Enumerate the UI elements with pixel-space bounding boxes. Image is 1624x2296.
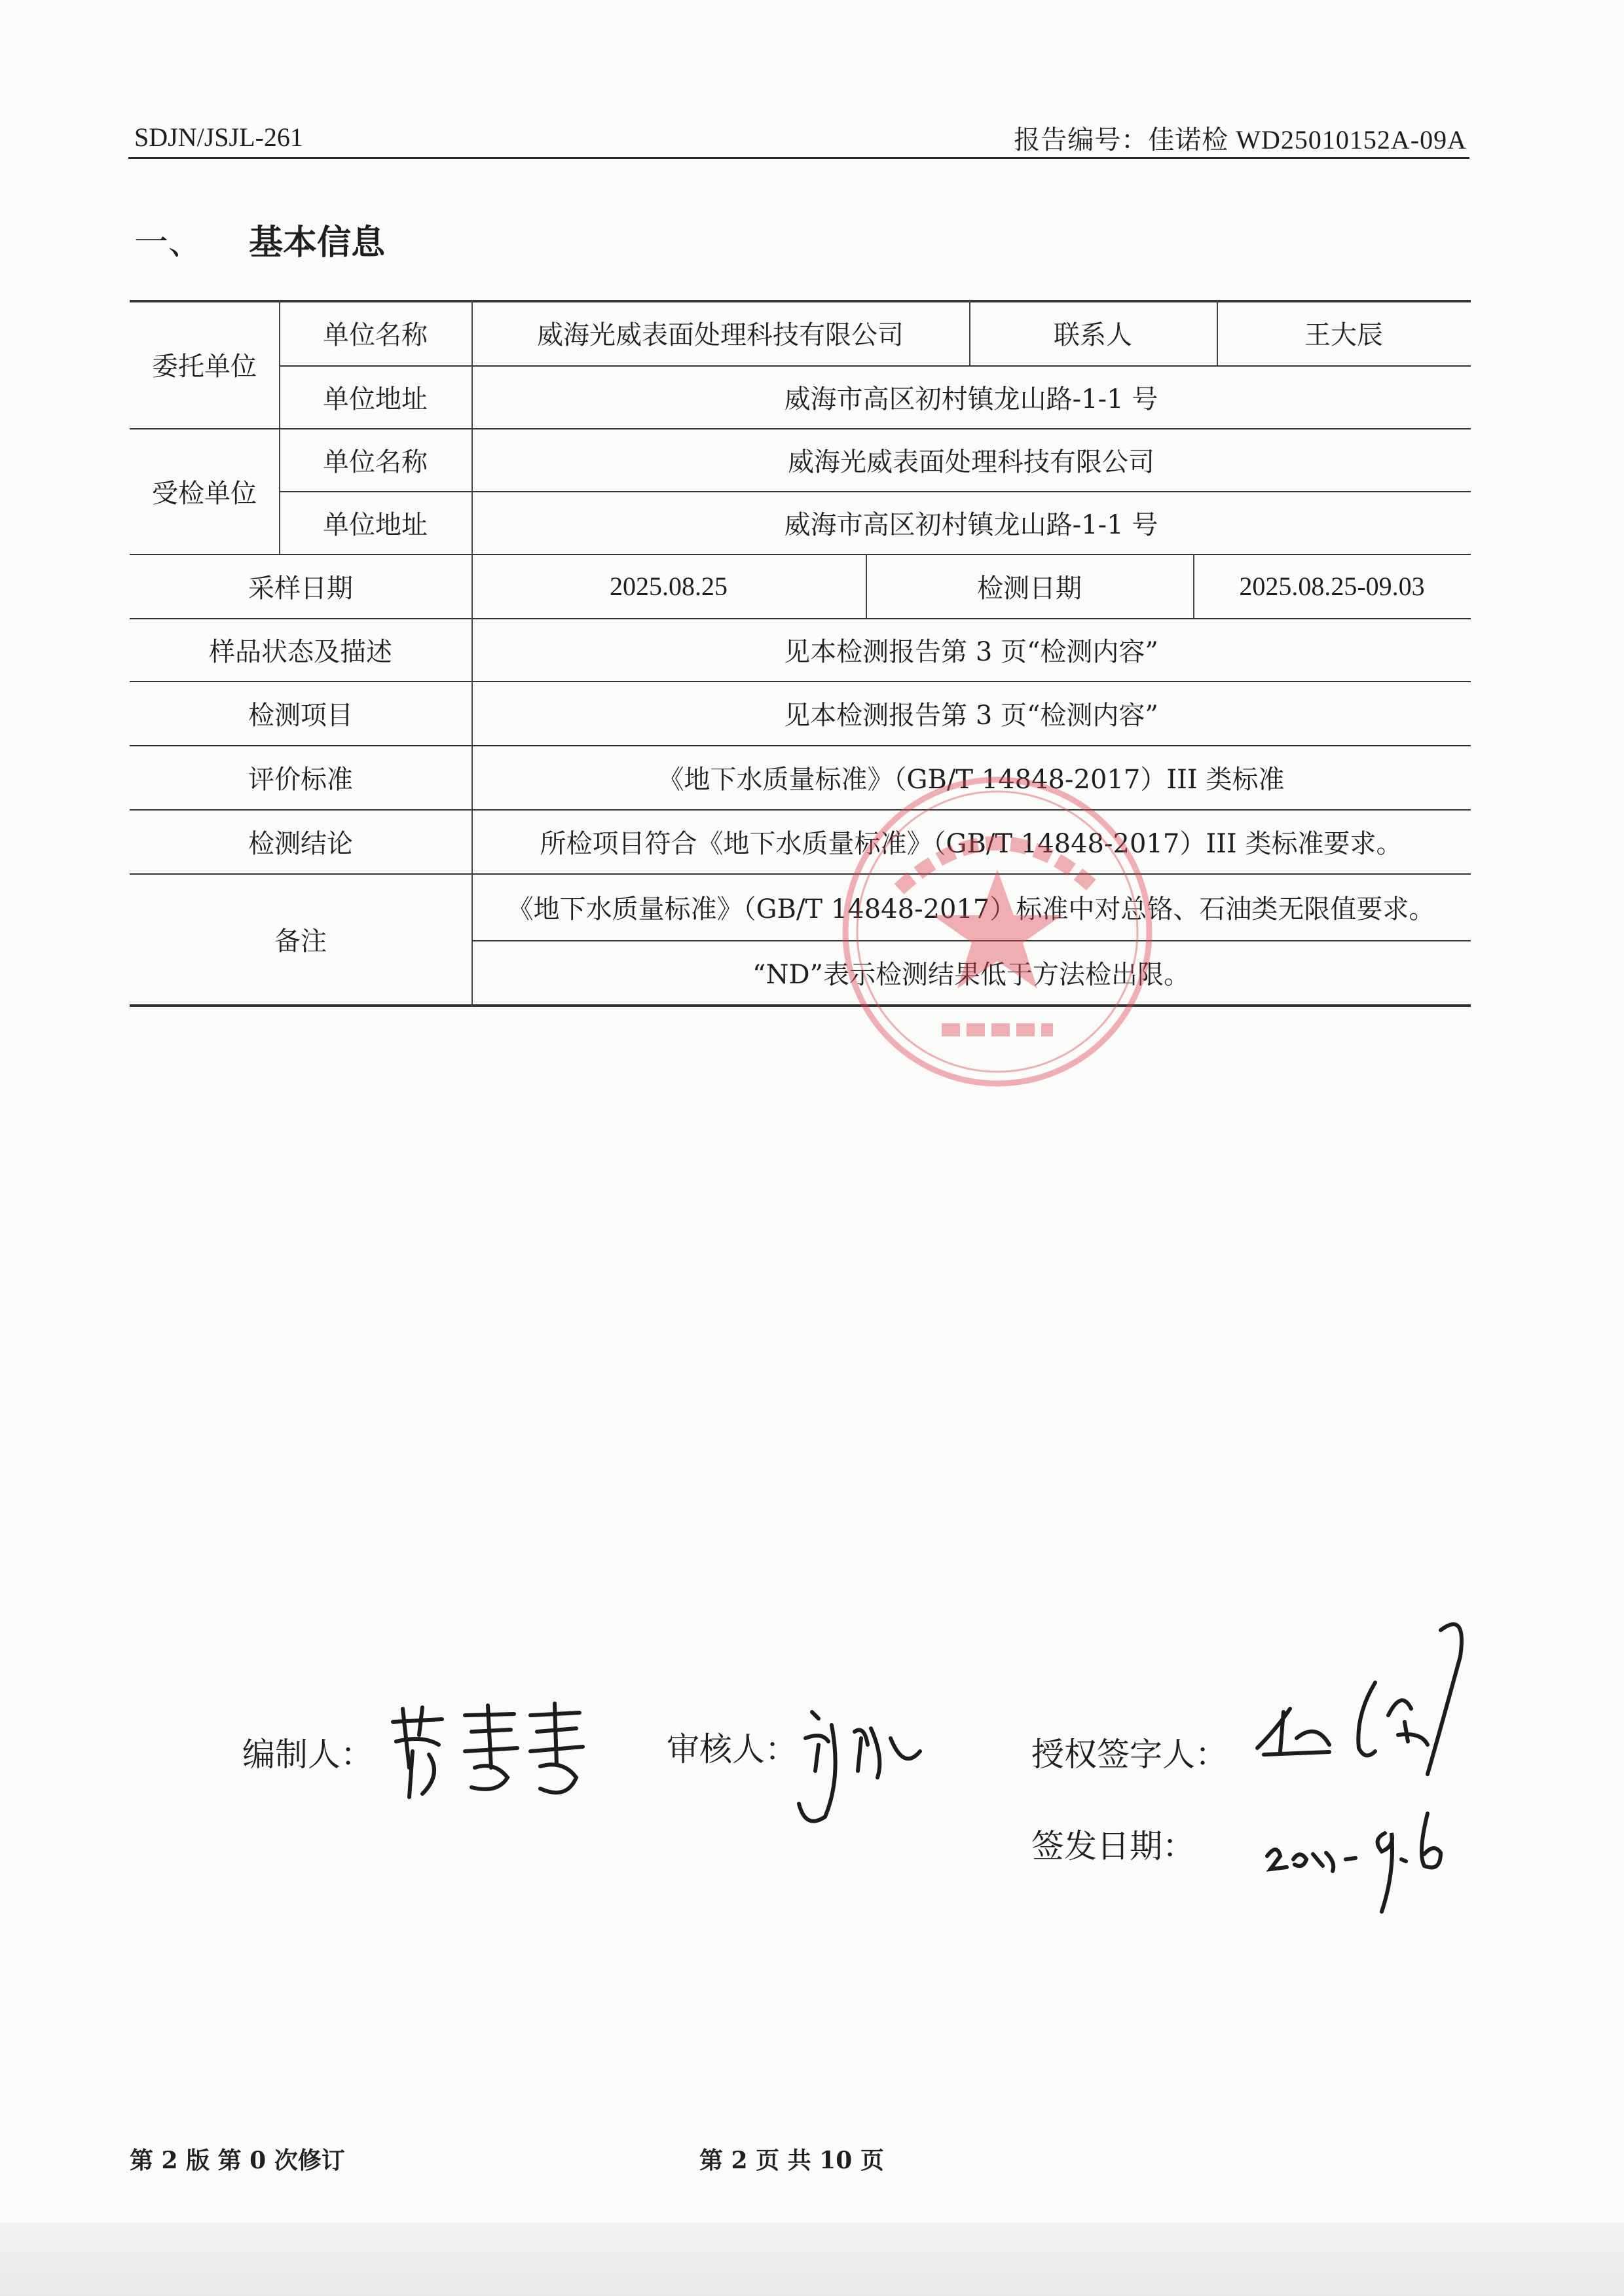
contact-name: 王大辰 (1304, 319, 1383, 350)
remark-2: “ND”表示检测结果低于方法检出限。 (752, 959, 1190, 990)
inspected-name: 威海光威表面处理科技有限公司 (788, 446, 1154, 477)
contact-label: 联系人 (1054, 319, 1132, 350)
client-address: 威海市高区初村镇龙山路-1-1 号 (784, 384, 1158, 414)
compiler-label: 编制人： (242, 1736, 373, 1774)
header-rule (128, 157, 1469, 159)
conclusion-label: 检测结论 (248, 828, 353, 859)
issue-date-label: 签发日期： (1031, 1827, 1195, 1865)
remarks-label: 备注 (274, 926, 327, 957)
compiler-signature (383, 1696, 593, 1807)
report-number-label: 报告编号： (1014, 125, 1149, 155)
edition-info: 第 2 版 第 0 次修订 (130, 2147, 345, 2174)
test-date-cell (1193, 554, 1471, 618)
remark-1: 《地下水质量标准》（GB/T 14848-2017）标准中对总铬、石油类无限值要求。 (507, 894, 1435, 924)
test-date-label: 检测日期 (977, 573, 1082, 604)
issue-date-handwritten (1261, 1794, 1470, 1918)
sample-desc-label: 样品状态及描述 (209, 636, 392, 667)
test-date: 2025.08.25-09.03 (1239, 571, 1425, 601)
client-group-label: 委托单位 (152, 351, 257, 382)
page-number: 第 2 页 共 10 页 (699, 2147, 884, 2174)
report-number: 佳诺检 WD25010152A-09A (1148, 125, 1467, 155)
client-address-label: 单位地址 (323, 384, 428, 414)
report-number-line (1014, 119, 1467, 156)
sampling-date-label: 采样日期 (248, 573, 353, 604)
test-items-label: 检测项目 (248, 700, 353, 731)
inspected-address-label: 单位地址 (323, 509, 428, 540)
standard: 《地下水质量标准》（GB/T 14848-2017）III 类标准 (657, 764, 1285, 795)
inspected-group-label: 受检单位 (152, 478, 257, 509)
inspected-address: 威海市高区初村镇龙山路-1-1 号 (784, 509, 1158, 540)
sampling-date: 2025.08.25 (610, 571, 728, 601)
conclusion: 所检项目符合《地下水质量标准》（GB/T 14848-2017）III 类标准要求。 (540, 828, 1403, 859)
client-name: 威海光威表面处理科技有限公司 (537, 319, 904, 350)
standard-label: 评价标准 (248, 764, 353, 795)
section-title: 基本信息 (249, 223, 386, 263)
scan-bottom-edge (0, 2223, 1624, 2296)
table-bottom-border (130, 1004, 1471, 1007)
section-heading (134, 215, 385, 264)
authorized-signature (1244, 1597, 1480, 1794)
sampling-date-cell (471, 554, 866, 618)
test-items: 见本检测报告第 3 页“检测内容” (784, 700, 1158, 731)
document-code: SDJN/JSJL-261 (134, 122, 303, 152)
sample-desc: 见本检测报告第 3 页“检测内容” (784, 636, 1158, 667)
basic-info-table (130, 300, 1471, 1007)
client-name-label: 单位名称 (323, 319, 428, 350)
section-number: 一、 (134, 223, 203, 263)
inspected-name-label: 单位名称 (323, 446, 428, 477)
reviewer-signature (792, 1699, 936, 1856)
reviewer-label: 审核人： (667, 1730, 798, 1768)
authorized-signer-label: 授权签字人： (1031, 1736, 1228, 1774)
